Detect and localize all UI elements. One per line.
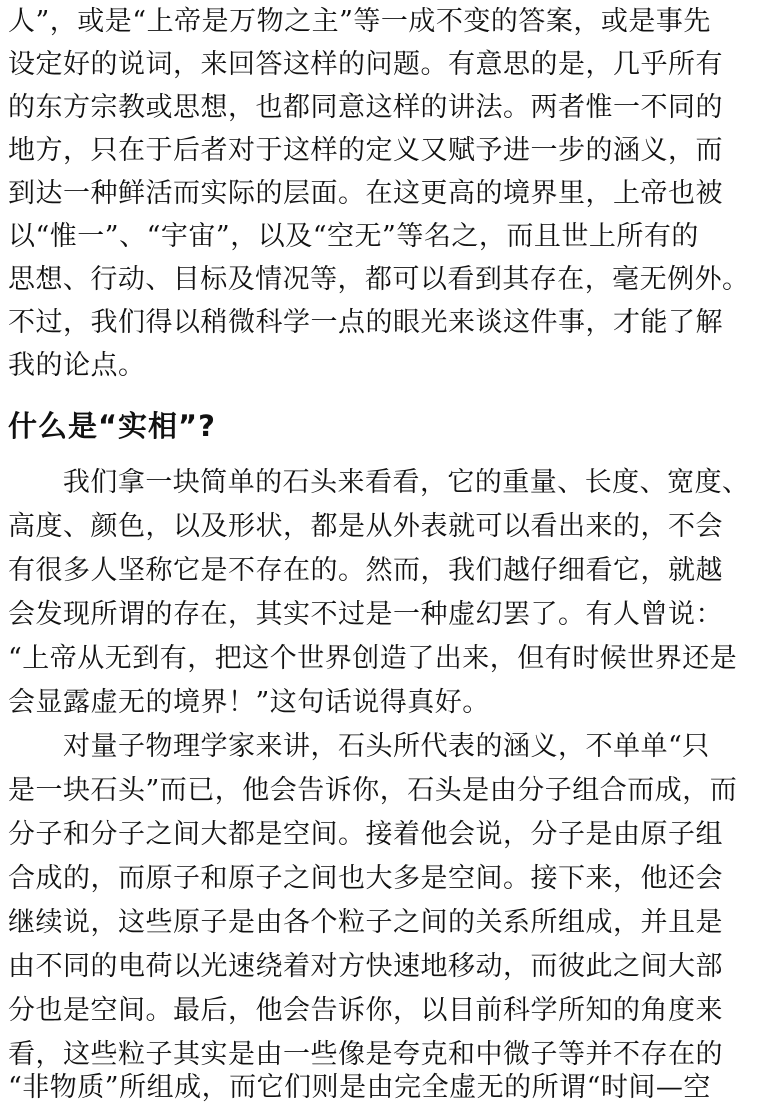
text-line: 以“惟一”、“宇宙”，以及“空无”等名之，而且世上所有的 xyxy=(8,221,699,252)
text-line: 看，这些粒子其实是由一些像是夸克和中微子等并不存在的 xyxy=(8,1039,723,1070)
text-line: 我们拿一块简单的石头来看看，它的重量、长度、宽度、 xyxy=(8,467,750,498)
text-line: 思想、行动、目标及情况等，都可以看到其存在，毫无例外。 xyxy=(8,264,750,295)
text-line: 的东方宗教或思想，也都同意这样的讲法。两者惟一不同的 xyxy=(8,92,723,123)
text-line: “非物质”所组成，而它们则是由完全虚无的所谓“时间—空 xyxy=(8,1072,711,1103)
text-line: 会显露虚无的境界！”这句话说得真好。 xyxy=(8,687,490,718)
text-line: 是一块石头”而已，他会告诉你，石头是由分子组合而成，而 xyxy=(8,775,738,806)
text-line: 会发现所谓的存在，其实不过是一种虚幻罢了。有人曾说： xyxy=(8,599,723,630)
text-line: 不过，我们得以稍微科学一点的眼光来谈这件事，才能了解 xyxy=(8,307,723,338)
text-line: 分子和分子之间大都是空间。接着他会说，分子是由原子组 xyxy=(8,819,723,850)
text-line: 有很多人坚称它是不存在的。然而，我们越仔细看它，就越 xyxy=(8,555,723,586)
text-line: 由不同的电荷以光速绕着对方快速地移动，而彼此之间大部 xyxy=(8,951,723,982)
text-line: 设定好的说词，来回答这样的问题。有意思的是，几乎所有 xyxy=(8,49,723,80)
text-line: 继续说，这些原子是由各个粒子之间的关系所组成，并且是 xyxy=(8,907,723,938)
text-line: “上帝从无到有，把这个世界创造了出来，但有时候世界还是 xyxy=(8,643,738,674)
text-line: 地方，只在于后者对于这样的定义又赋予进一步的涵义，而 xyxy=(8,135,723,166)
text-line: 合成的，而原子和原子之间也大多是空间。接下来，他还会 xyxy=(8,863,723,894)
text-line: 到达一种鲜活而实际的层面。在这更高的境界里，上帝也被 xyxy=(8,178,723,209)
text-line: 高度、颜色，以及形状，都是从外表就可以看出来的，不会 xyxy=(8,511,723,542)
text-line: 我的论点。 xyxy=(8,350,146,381)
text-line: 对量子物理学家来讲，石头所代表的涵义，不单单“只 xyxy=(8,731,710,762)
text-line: 人”，或是“上帝是万物之主”等一成不变的答案，或是事先 xyxy=(8,6,711,37)
section-heading: 什么是“实相”? xyxy=(8,409,216,443)
text-line: 分也是空间。最后，他会告诉你，以目前科学所知的角度来 xyxy=(8,995,723,1026)
